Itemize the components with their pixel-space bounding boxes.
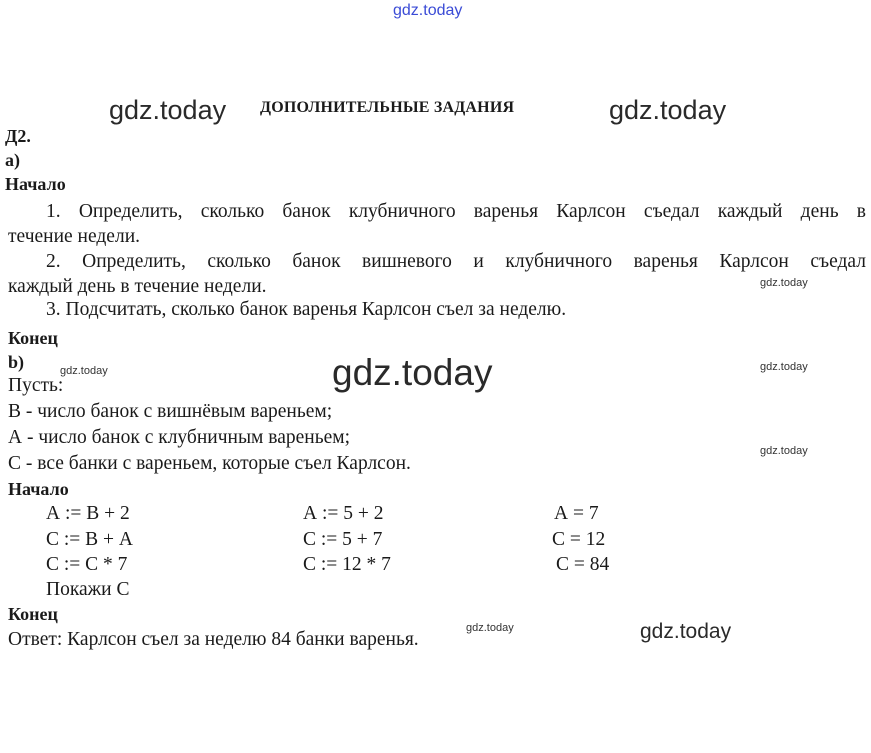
definition-b: В - число банок с вишнёвым вареньем; (8, 401, 333, 422)
step-line: 1. Определить, сколько банок клубничного варенья Карлсон съедал каждый день в (46, 201, 866, 222)
code-cell: С := 12 * 7 (303, 554, 391, 575)
start-label-a: Начало (5, 174, 66, 194)
watermark-center: gdz.today (332, 352, 493, 393)
code-cell: А := 5 + 2 (303, 503, 384, 524)
watermark-heading-right: gdz.today (609, 95, 727, 125)
step-line: 2. Определить, сколько банок вишневого и клубничного варенья Карлсон съедал (46, 251, 866, 272)
let-label: Пусть: (8, 375, 64, 396)
part-b-label: b) (8, 352, 25, 372)
document-heading: ДОПОЛНИТЕЛЬНЫЕ ЗАДАНИЯ (260, 99, 515, 116)
watermark-small: gdz.today (760, 277, 808, 289)
watermark-heading-left: gdz.today (109, 95, 227, 125)
answer-text: Ответ: Карлсон съел за неделю 84 банки варенья. (8, 629, 419, 650)
watermark-small: gdz.today (466, 622, 514, 634)
definition-a: А - число банок с клубничным вареньем; (8, 427, 351, 448)
show-statement: Покажи С (46, 579, 130, 600)
end-label-a: Конец (8, 328, 58, 348)
code-cell: С := В + А (46, 529, 134, 550)
definition-c: С - все банки с вареньем, которые съел Карлсон. (8, 453, 411, 474)
code-cell: С = 12 (552, 529, 606, 550)
watermark-bottom-right: gdz.today (640, 620, 732, 643)
code-cell: С = 84 (556, 554, 610, 575)
watermark-top: gdz.today (393, 2, 463, 19)
end-label-b: Конец (8, 604, 58, 624)
code-cell: С := 5 + 7 (303, 529, 383, 550)
step-2 (8, 249, 866, 299)
step-3: 3. Подсчитать, сколько банок варенья Карлсон съел за неделю. (46, 299, 567, 320)
code-cell: С := С * 7 (46, 554, 128, 575)
code-cell: А = 7 (554, 503, 599, 524)
watermark-small: gdz.today (760, 445, 808, 457)
watermark-small: gdz.today (760, 361, 808, 373)
step-line: течение недели. (8, 226, 141, 247)
exercise-number: Д2. (5, 126, 31, 146)
step-1 (8, 199, 866, 249)
part-a-label: а) (5, 150, 20, 170)
start-label-b: Начало (8, 479, 69, 499)
watermark-small: gdz.today (60, 365, 108, 377)
step-line: каждый день в течение недели. (8, 276, 267, 297)
code-cell: А := В + 2 (46, 503, 130, 524)
